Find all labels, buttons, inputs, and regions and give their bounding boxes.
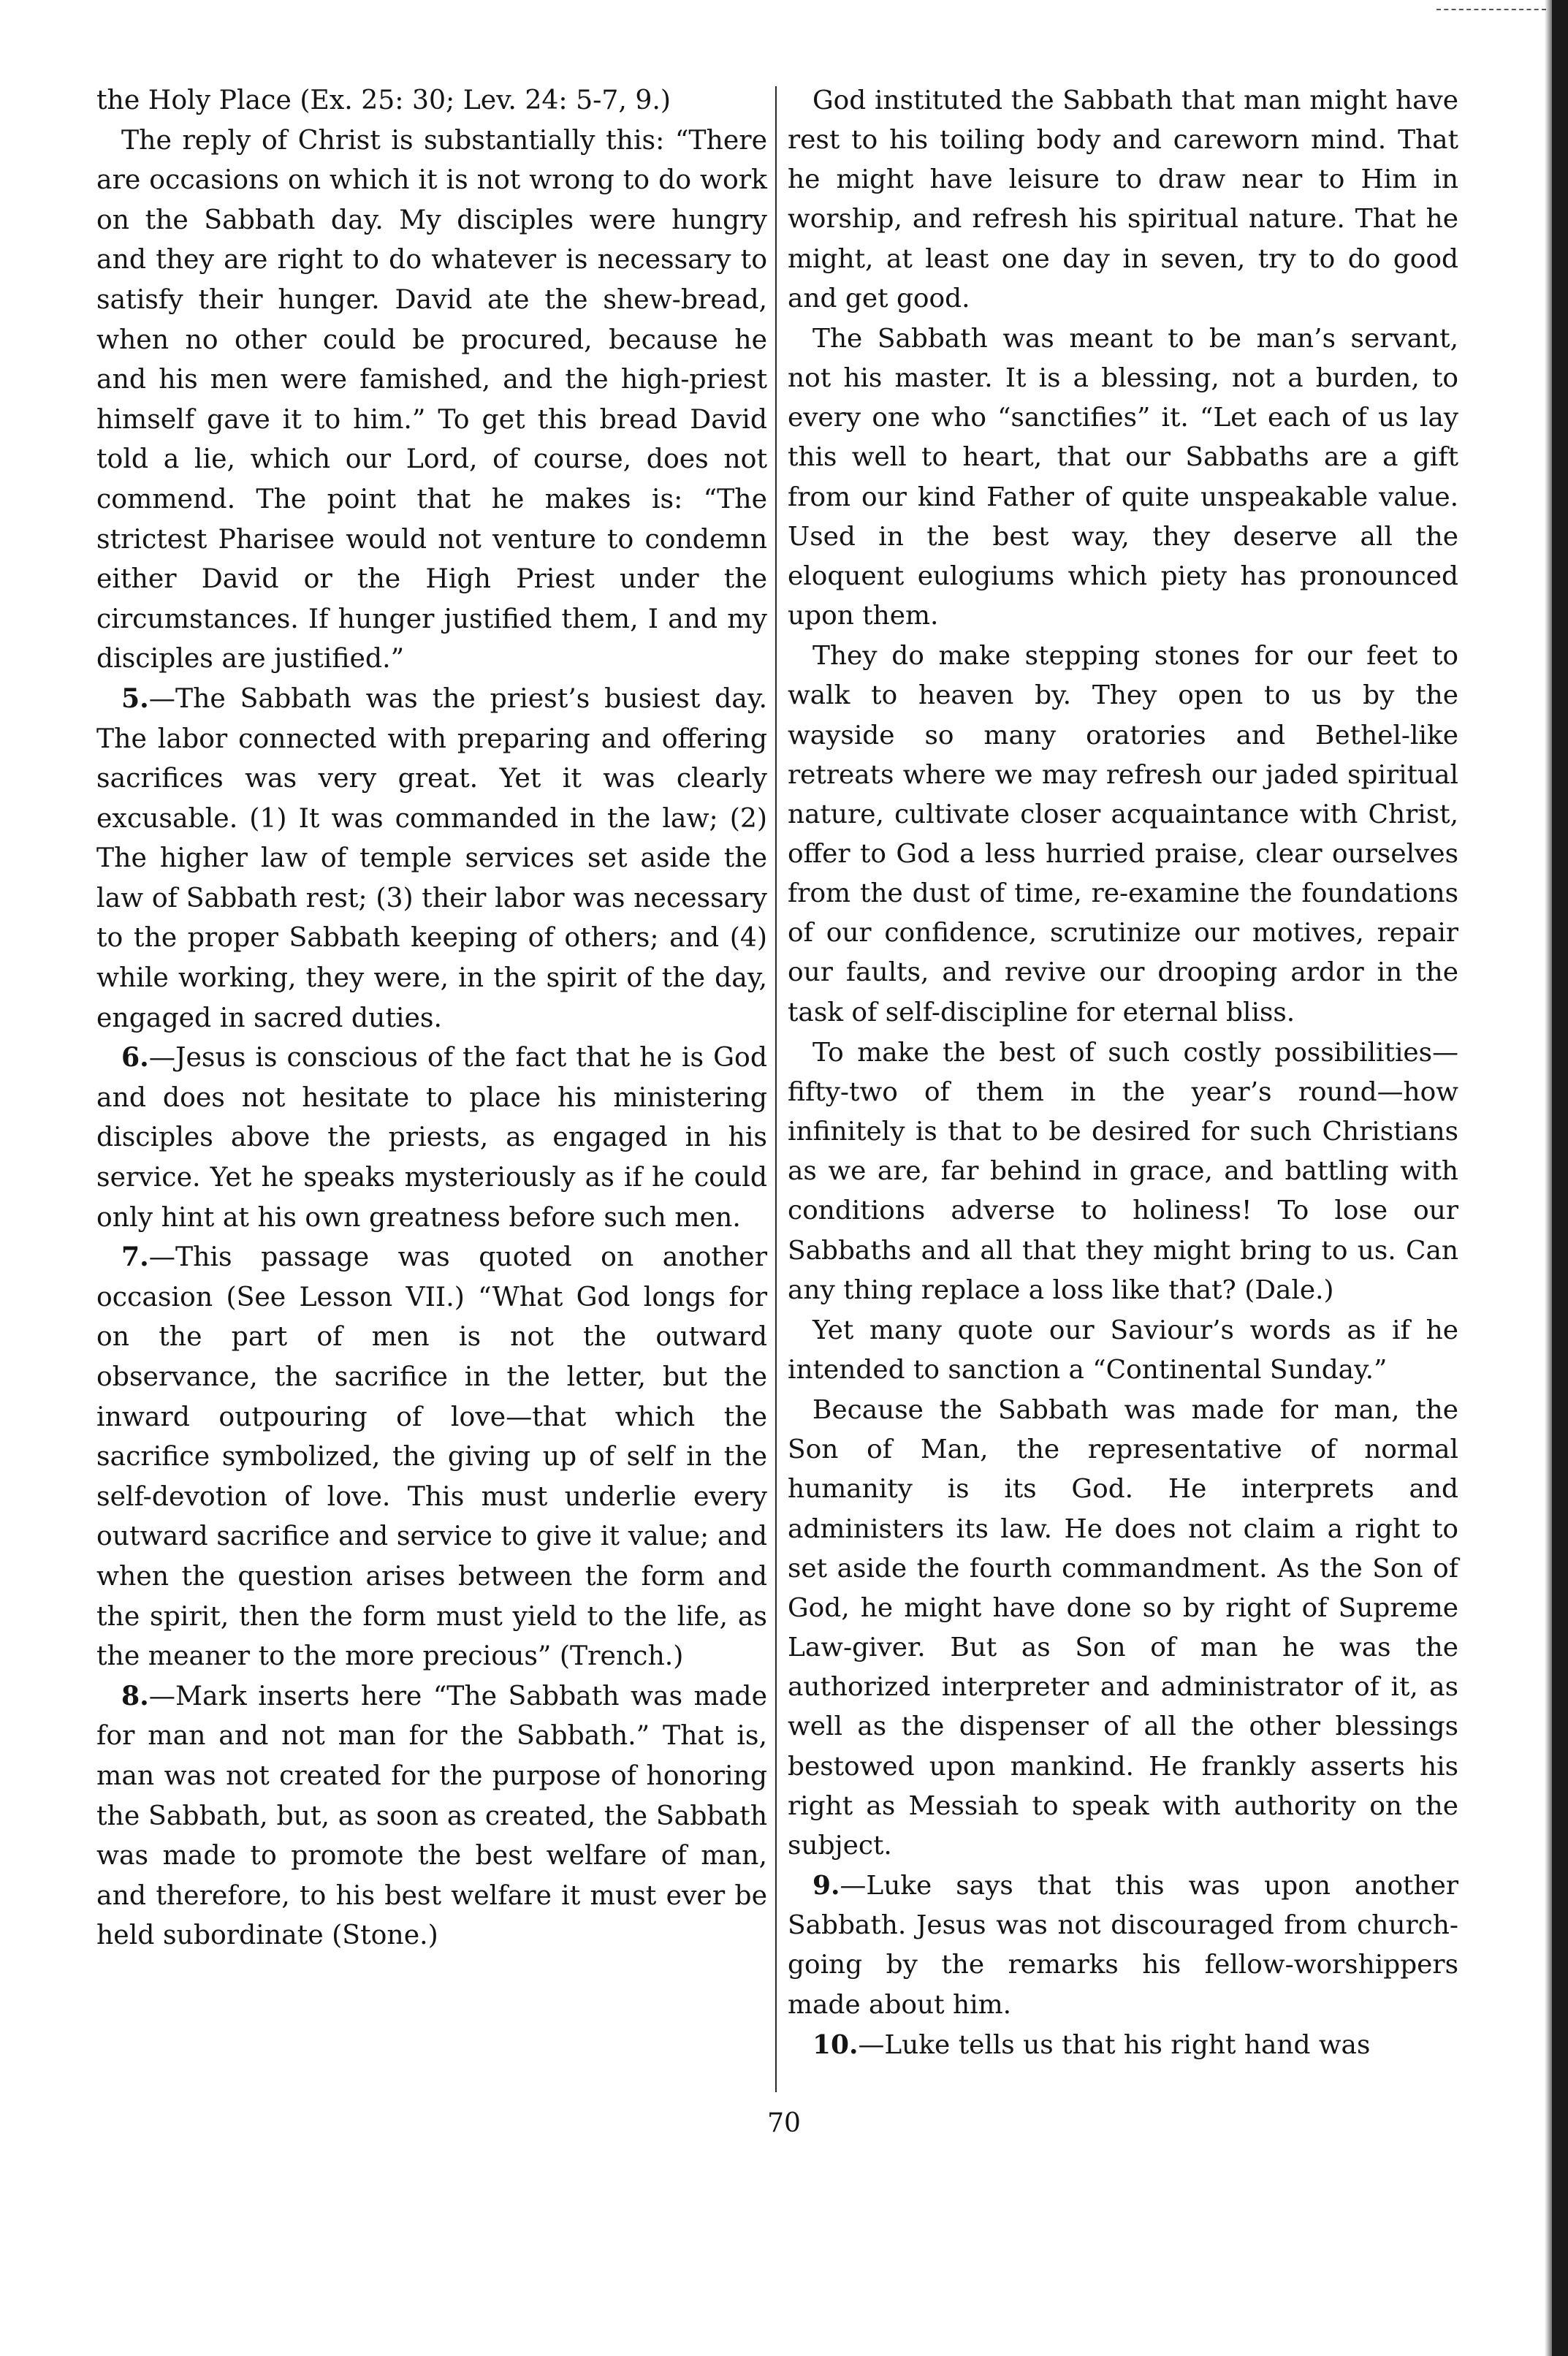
paragraph bbox=[788, 1033, 1458, 1310]
column-divider bbox=[775, 86, 777, 2092]
paragraph-text: Because the Sabbath was made for man, the Son of Man, the representative of normal humanity is its God. He interprets and administers its law. He does not claim a right to set aside the fourth commandment. As the Son of God, he might have done so by right of Supreme Law-giver. But as Son of man he was the authorized interpreter and administrator of it, as well as the dispenser of all the other blessings bestowed upon mankind. He frankly asserts his right as Messiah to speak with authority on the subject. bbox=[788, 1395, 1458, 1861]
paragraph-text: —This passage was quoted on another occasion (See Lesson VII.) “What God longs for on the part of men is not the outward observance, the sacrifice in the letter, but the inward outpouring of love—that which the sacrifice symbolized, the giving up of self in the self-devotion of love. This must underlie every outward sacrifice and service to give it value; and when the question arises between the form and the spirit, then the form must yield to the life, as the meaner to the more precious” (Trench.) bbox=[96, 1241, 767, 1672]
paragraph-text: To make the best of such costly possibilities—fifty-two of them in the year’s round—how infinitely is that to be desired for such Christians as we are, far behind in grace, and battling with conditions adverse to holiness! To lose our Sabbaths and all that they might bring to us. Can any thing replace a loss like that? (Dale.) bbox=[788, 1037, 1458, 1305]
top-edge-mark bbox=[1436, 9, 1546, 12]
paragraph-text: —The Sabbath was the priest’s busiest day. The labor connected with preparing and offering sacrifices was very great. Yet it was clearly excusable. (1) It was commanded in the law; (2) The higher law of temple services set aside the law of Sabbath rest; (3) their labor was necessary to the proper Sabbath keeping of others; and (4) while working, they were, in the spirit of the day, engaged in sacred duties. bbox=[96, 682, 767, 1033]
note-number: 10. bbox=[812, 2029, 859, 2060]
note-number: 6. bbox=[121, 1041, 149, 1074]
note-7 bbox=[96, 1237, 767, 1676]
note-number: 7. bbox=[121, 1241, 149, 1273]
note-number: 5. bbox=[121, 682, 149, 714]
paragraph-text: They do make stepping stones for our feet to walk to heaven by. They open to us by the wayside so many oratories and Bethel-like retreats where we may refresh our jaded spiritual nature, cultivate closer acquaintance with Christ, offer to God a less hurried praise, clear ourselves from the dust of time, re-examine the foundations of our confidence, scrutinize our motives, repair our faults, and revive our drooping ardor in the task of self-discipline for eternal bliss. bbox=[788, 641, 1458, 1027]
paragraph bbox=[788, 80, 1458, 319]
note-number: 9. bbox=[812, 1870, 840, 1901]
paragraph-text: —Jesus is conscious of the fact that he is God and does not hesitate to place his ministering disciples above the priests, as engaged in his service. Yet he speaks mysteriously as if he could only hint at his own greatness before such men. bbox=[96, 1041, 767, 1233]
paragraph bbox=[96, 80, 767, 121]
paragraph-text: the Holy Place (Ex. 25: 30; Lev. 24: 5-7, 9.) bbox=[96, 84, 671, 115]
paragraph-text: —Luke tells us that his right hand was bbox=[858, 2029, 1371, 2060]
left-column bbox=[96, 80, 767, 1956]
paragraph bbox=[788, 636, 1458, 1033]
paragraph-text: Yet many quote our Saviour’s words as if he intended to sanction a “Continental Sunday.” bbox=[788, 1315, 1458, 1385]
right-column bbox=[788, 80, 1458, 2065]
paragraph bbox=[788, 319, 1458, 636]
note-8 bbox=[96, 1676, 767, 1956]
paragraph bbox=[788, 1310, 1458, 1390]
page-edge bbox=[1552, 0, 1568, 2356]
paragraph-text: God instituted the Sabbath that man might have rest to his toiling body and careworn mind. That he might have leisure to draw near to Him in worship, and refresh his spiritual nature. That he might, at least one day in seven, try to do good and get good. bbox=[788, 86, 1458, 314]
note-10 bbox=[788, 2025, 1458, 2065]
note-9 bbox=[788, 1866, 1458, 2025]
paragraph bbox=[96, 121, 767, 679]
paragraph bbox=[788, 1390, 1458, 1866]
paragraph-text: The reply of Christ is substantially this: “There are occasions on which it is not wrong to do work on the Sabbath day. My disciples were hungry and they are right to do whatever is necessary to satisfy their hunger. David ate the shew-bread, when no other could be procured, because he and his men were famished, and the high-priest himself gave it to him.” To get this bread David told a lie, which our Lord, of course, does not commend. The point that he makes is: “The strictest Pharisee would not venture to condemn either David or the High Priest under the circumstances. If hunger justified them, I and my disciples are justified.” bbox=[96, 123, 767, 674]
paragraph-text: —Luke says that this was upon another Sabbath. Jesus was not discouraged from church-going by the remarks his fellow-worshippers made about him. bbox=[788, 1871, 1458, 2020]
page-number: 70 bbox=[767, 2108, 801, 2138]
note-6 bbox=[96, 1038, 767, 1237]
note-5 bbox=[96, 679, 767, 1038]
paragraph-text: The Sabbath was meant to be man’s servant, not his master. It is a blessing, not a burden, to every one who “sanctifies” it. “Let each of us lay this well to heart, that our Sabbaths are a gift from our kind Father of quite unspeakable value. Used in the best way, they deserve all the eloquent eulogiums which piety has pronounced upon them. bbox=[788, 323, 1458, 631]
page-edge-shadow bbox=[1545, 0, 1552, 2356]
note-number: 8. bbox=[121, 1679, 149, 1711]
paragraph-text: —Mark inserts here “The Sabbath was made for man and not man for the Sabbath.” That is, man was not created for the purpose of honoring the Sabbath, but, as soon as created, the Sabbath was made to promote the best welfare of man, and therefore, to his best welfare it must ever be held subordinate (Stone.) bbox=[96, 1679, 767, 1951]
